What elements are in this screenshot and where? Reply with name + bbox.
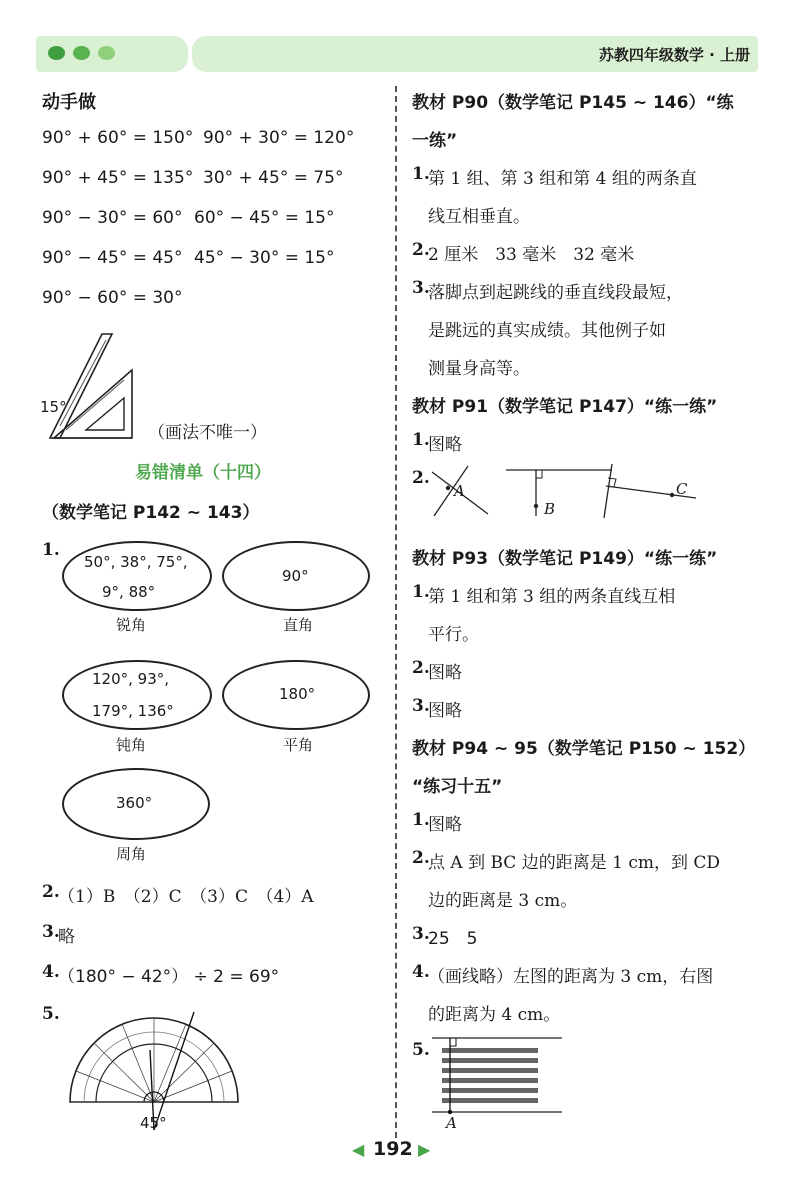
- protractor-angle-label: 45°: [140, 1114, 167, 1132]
- right-angle-ellipse: [222, 541, 370, 611]
- question-number: 2.: [412, 240, 430, 260]
- perpendicular-drawings: [426, 458, 746, 528]
- question-number: 3.: [42, 922, 60, 942]
- answer-text: 落脚点到起跳线的垂直线段最短，: [428, 283, 683, 303]
- section-heading: 教材 P93（数学笔记 P149）“练一练”: [412, 549, 718, 569]
- answer-text: 第 1 组和第 3 组的两条直线互相: [428, 587, 676, 607]
- acute-angle-ellipse: [62, 541, 212, 611]
- answer-text: （180° − 42°） ÷ 2 = 69°: [58, 967, 280, 987]
- answer-text: 测量身高等。: [428, 359, 530, 379]
- answer-text: 线互相垂直。: [428, 207, 530, 227]
- header-dot-icon: [98, 46, 115, 60]
- answer-text: 图略: [428, 435, 462, 455]
- page-number: 192: [373, 1138, 413, 1160]
- angle-values: 179°, 136°: [92, 702, 174, 720]
- obtuse-angle-ellipse: [62, 660, 212, 730]
- point-label: A: [446, 1114, 457, 1132]
- question-number: 2.: [412, 848, 430, 868]
- equation: 90° + 30° = 120°: [203, 128, 355, 148]
- answer-text: 点 A 到 BC 边的距离是 1 cm，到 CD: [428, 853, 721, 873]
- angle-values: 50°, 38°, 75°,: [84, 553, 188, 571]
- header-dot-icon: [73, 46, 90, 60]
- drawing-note: （画法不唯一）: [148, 423, 267, 443]
- angle-label: 15°: [40, 398, 67, 416]
- equation: 90° − 45° = 45°: [42, 248, 183, 268]
- angle-values: 120°, 93°,: [92, 670, 170, 688]
- equation: 90° − 60° = 30°: [42, 288, 183, 308]
- question-number: 2.: [412, 468, 430, 488]
- answer-text: 平行。: [428, 625, 479, 645]
- equation: 60° − 45° = 15°: [194, 208, 335, 228]
- question-number: 2.: [412, 658, 430, 678]
- question-number: 3.: [412, 924, 430, 944]
- section-heading: “练习十五”: [412, 777, 503, 797]
- answer-text: 第 1 组、第 3 组和第 4 组的两条直: [428, 169, 697, 189]
- header-dot-icon: [48, 46, 65, 60]
- prev-arrow-icon: ◀: [352, 1140, 365, 1159]
- ellipse-caption: 平角: [283, 736, 314, 754]
- ellipse-caption: 锐角: [116, 616, 147, 634]
- answer-text: 边的距离是 3 cm。: [428, 891, 578, 911]
- equation: 90° − 30° = 60°: [42, 208, 183, 228]
- book-title: 苏教四年级数学 · 上册: [598, 46, 750, 64]
- question-number: 3.: [412, 278, 430, 298]
- answer-text: 是跳远的真实成绩。其他例子如: [428, 321, 666, 341]
- question-number: 4.: [412, 962, 430, 982]
- ellipse-caption: 钝角: [116, 736, 147, 754]
- straight-angle-ellipse: [222, 660, 370, 730]
- answer-text: （画线略）左图的距离为 3 cm，右图: [428, 967, 714, 987]
- point-label: A: [454, 482, 465, 500]
- question-number: 1.: [42, 540, 60, 560]
- next-arrow-icon: ▶: [418, 1140, 431, 1159]
- answer-text: 图略: [428, 663, 462, 683]
- section-heading: 教材 P94 ~ 95（数学笔记 P150 ~ 152）: [412, 739, 756, 759]
- section-heading: 教材 P90（数学笔记 P145 ~ 146）“练: [412, 93, 734, 113]
- angle-values: 9°, 88°: [102, 583, 156, 601]
- question-number: 5.: [42, 1004, 60, 1024]
- answer-text: 的距离为 4 cm。: [428, 1005, 561, 1025]
- answer-text: 25 5: [428, 929, 478, 949]
- ellipse-caption: 周角: [116, 845, 147, 863]
- question-number: 5.: [412, 1040, 430, 1060]
- ellipse-caption: 直角: [283, 616, 314, 634]
- question-number: 1.: [412, 810, 430, 830]
- point-label: C: [676, 480, 688, 498]
- notes-reference: （数学笔记 P142 ~ 143）: [42, 503, 260, 523]
- question-number: 3.: [412, 696, 430, 716]
- answer-text: （1）B （2）C （3）C （4）A: [58, 887, 314, 907]
- answer-text: 图略: [428, 701, 462, 721]
- question-number: 2.: [42, 882, 60, 902]
- section-heading: 教材 P91（数学笔记 P147）“练一练”: [412, 397, 718, 417]
- error-list-title: 易错清单（十四）: [135, 463, 271, 483]
- set-square-drawing: [40, 326, 140, 442]
- point-label: B: [544, 500, 556, 518]
- answer-text: 2 厘米 33 毫米 32 毫米: [428, 245, 635, 265]
- equation: 90° + 60° = 150°: [42, 128, 194, 148]
- answer-text: 图略: [428, 815, 462, 835]
- equation: 45° − 30° = 15°: [194, 248, 335, 268]
- section-title: 动手做: [42, 92, 96, 113]
- full-angle-ellipse: [62, 768, 210, 840]
- parallel-lines-drawing: [428, 1034, 568, 1118]
- question-number: 1.: [412, 582, 430, 602]
- angle-values: 180°: [279, 685, 316, 703]
- section-heading: 一练”: [412, 131, 458, 151]
- question-number: 4.: [42, 962, 60, 982]
- answer-text: 略: [58, 927, 75, 947]
- angle-values: 90°: [282, 567, 309, 585]
- equation: 90° + 45° = 135°: [42, 168, 194, 188]
- column-divider: [395, 86, 397, 1148]
- equation: 30° + 45° = 75°: [203, 168, 344, 188]
- question-number: 1.: [412, 164, 430, 184]
- angle-values: 360°: [116, 794, 153, 812]
- question-number: 1.: [412, 430, 430, 450]
